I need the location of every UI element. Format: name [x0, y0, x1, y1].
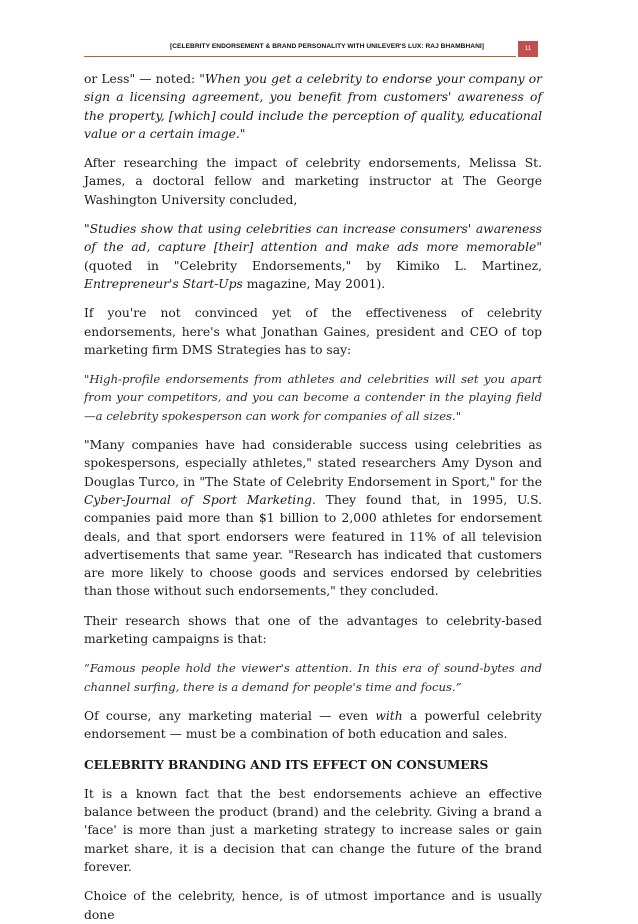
block-quote-gaines: "High-profile endorsements from athletes and celebrities will set you apart from your competitors, and you can become a contender in the playing field —a celebrity spokesperson can work for companies of all sizes.": [84, 372, 542, 423]
paragraph-continuation: [84, 70, 542, 143]
citation-text: (quoted in "Celebrity Endorsements," by Kimiko L. Martinez,: [84, 258, 542, 273]
paragraph-text-end: a powerful celebrity endorsement — must be a combination of both education and sales.: [84, 708, 542, 742]
paragraph-dyson-turco: [84, 436, 542, 601]
paragraph-text-end: . They found that, in 1995, U.S. companies paid more than $1 billion to 2,000 athletes for endorsement deals, and that sport endorsers were featured in 11% of all television advertisements that same year. "Research has indicated that customers are more likely to choose goods and services endorsed by celebrities than those without such endorsements," they concluded.: [84, 492, 542, 599]
emphasis-with: with: [375, 708, 403, 723]
header-title: [CELEBRITY ENDORSEMENT & BRAND PERSONALITY WITH UNILEVER'S LUX: RAJ BHAMBHANI]: [170, 43, 485, 50]
paragraph-advantages: Their research shows that one of the advantages to celebrity-based marketing campaigns is that:: [84, 613, 542, 647]
paragraph-choice: Choice of the celebrity, hence, is of utmost importance and is usually done: [84, 889, 542, 922]
page-number-badge: 11: [518, 41, 538, 57]
section-heading: CELEBRITY BRANDING AND ITS EFFECT ON CONSUMERS: [84, 757, 489, 772]
paragraph-st-james: After researching the impact of celebrity endorsements, Melissa St. James, a doctoral fellow and marketing instructor at The George Washington University concluded,: [84, 156, 542, 207]
inline-quote: "Studies show that using celebrities can increase consumers' awareness of the ad, capture [their] attention and make ads more memorable": [84, 222, 542, 255]
paragraph-balance: It is a known fact that the best endorsements achieve an effective balance between the product (brand) and the celebrity. Giving a brand a 'face' is more than just a marketing strategy to increase sales or gain market share, it is a decision that can change the future of the brand forever.: [84, 786, 542, 874]
citation-text-end: magazine, May 2001).: [242, 276, 386, 291]
paragraph-marketing-material: [84, 707, 542, 744]
block-quote-famous-people: “Famous people hold the viewer's attention. In this era of sound-bytes and channel surfing, there is a demand for people's time and focus.”: [84, 661, 542, 694]
paragraph-text: "Many companies have had considerable success using celebrities as spokespersons, especially athletes," stated researchers Amy Dyson and Douglas Turco, in "The State of Celebrity Endorsement in Sport," for the: [84, 438, 542, 489]
paragraph-lead: or Less" — noted:: [84, 72, 200, 86]
page-header: [84, 40, 554, 62]
paragraph-studies-quote: [84, 220, 542, 293]
journal-title: Cyber-Journal of Sport Marketing: [84, 492, 312, 507]
header-rule: [84, 56, 516, 57]
magazine-title: Entrepreneur's Start-Ups: [84, 276, 243, 291]
document-body: [84, 70, 542, 924]
paragraph-gaines: If you're not convinced yet of the effectiveness of celebrity endorsements, here's what Jonathan Gaines, president and CEO of top marketing firm DMS Strategies has to say:: [84, 306, 542, 357]
paragraph-text: Of course, any marketing material — even: [84, 708, 376, 723]
inline-quote: "When you get a celebrity to endorse your company or sign a licensing agreement, you benefit from customers' awareness of the property, [which] could include the perception of quality, educational value or a certain image.": [84, 72, 542, 141]
